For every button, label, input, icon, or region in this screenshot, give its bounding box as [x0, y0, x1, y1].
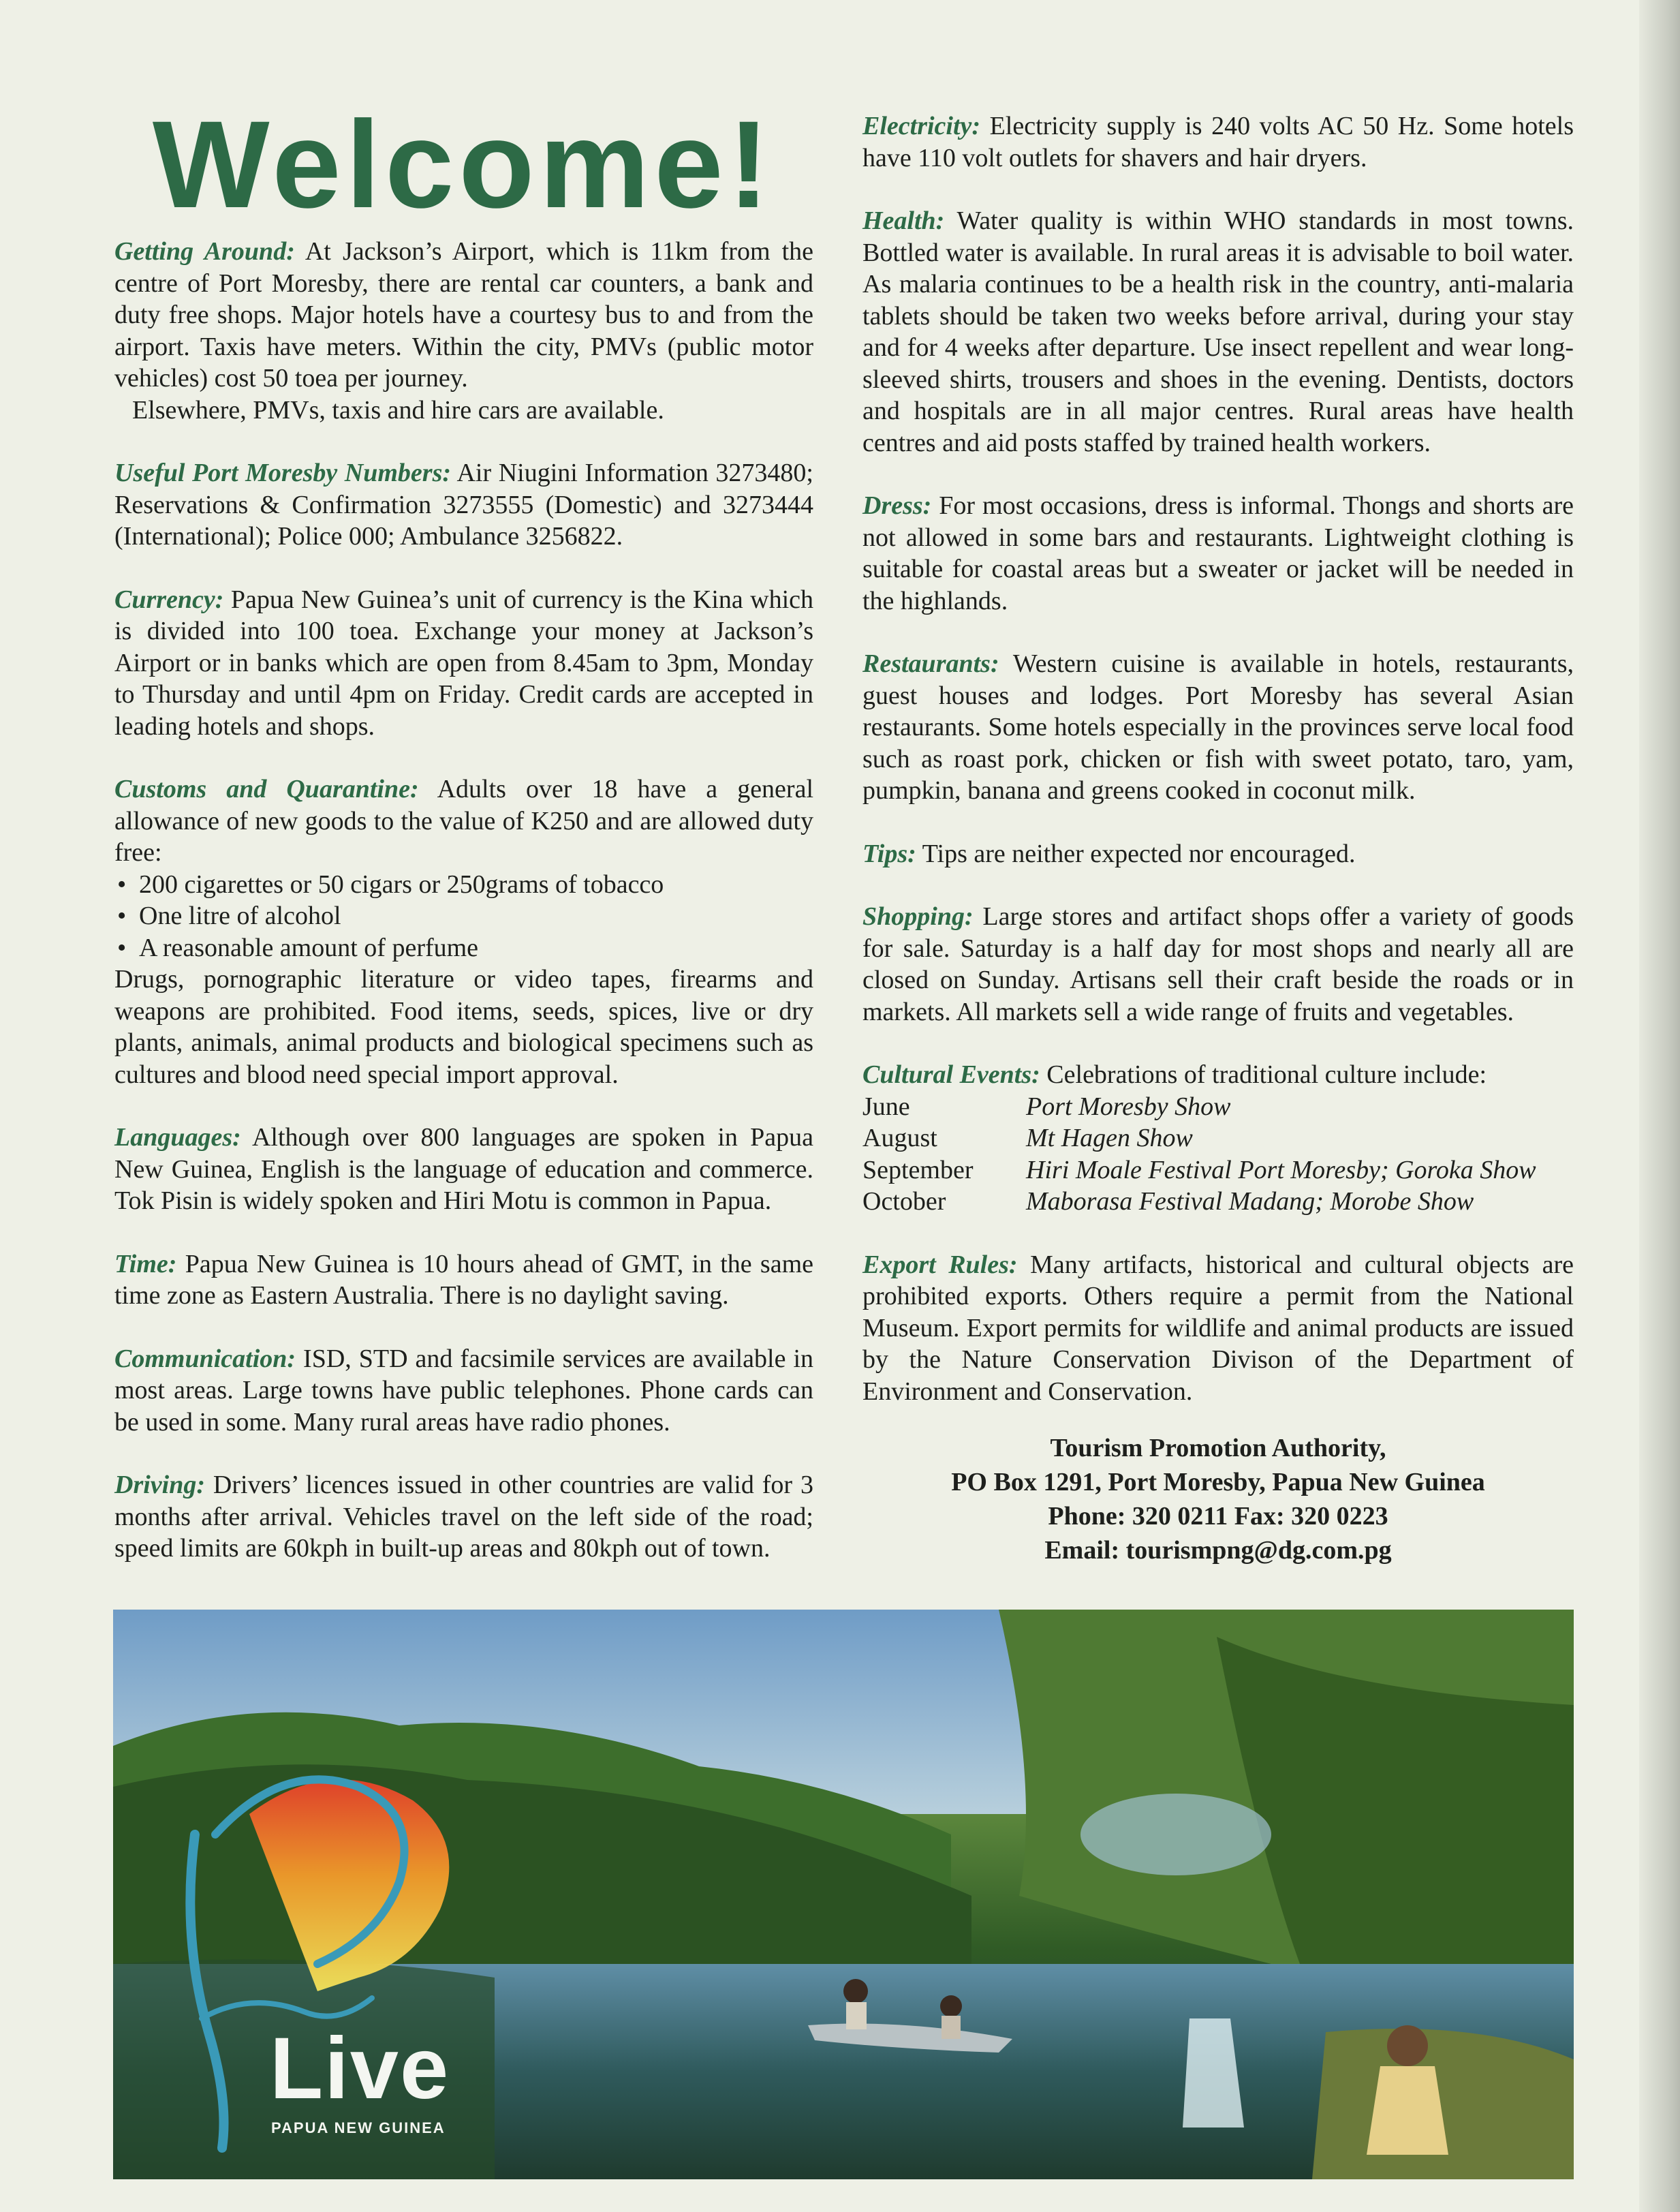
table-row — [862, 1091, 1536, 1123]
contact-email: Email: tourismpng@dg.com.pg — [1044, 1536, 1392, 1565]
table-row — [862, 1122, 1536, 1154]
text-electricity: Electricity supply is 240 volts AC 50 Hz. Some hotels have 110 volt outlets for shavers and hair dryers. — [862, 112, 1574, 172]
section-electricity — [862, 110, 1574, 174]
heading-languages: Languages: — [114, 1123, 241, 1152]
list-item: • One litre of alcohol — [114, 900, 813, 932]
section-getting-around — [114, 236, 813, 426]
text-currency: Papua New Guinea’s unit of currency is the Kina which is divided into 100 toea. Exchange your money at Jackson’s Airport or in banks which are open from 8.45am to 3pm, Monday to Thursday and until 4pm on Friday. Credit cards are accepted in leading hotels and shops. — [114, 585, 814, 741]
river-photo — [113, 1610, 1574, 2179]
heading-communication: Communication: — [114, 1344, 296, 1373]
section-languages — [114, 1122, 813, 1217]
contact-phone-fax: Phone: 320 0211 Fax: 320 0223 — [1048, 1502, 1388, 1531]
event-month: June — [862, 1092, 910, 1121]
list-item: • 200 cigarettes or 50 cigars or 250grams of tobacco — [114, 869, 813, 901]
heading-shopping: Shopping: — [862, 902, 974, 931]
section-time — [114, 1248, 813, 1312]
heading-customs: Customs and Quarantine: — [114, 775, 419, 803]
page-title: Welcome! — [152, 95, 775, 234]
text-export-rules: Many artifacts, historical and cultural objects are prohibited exports. Others require a permit from the National Museum. Export permits for wildlife and animal products are issued by the Nature Conservation Divison of the Department of Environment and Conservation. — [862, 1250, 1574, 1406]
text-customs-2: Drugs, pornographic literature or video tapes, firearms and weapons are prohibited. Food items, seeds, spices, live or dry plants, animals, animal products and biological specimens such as cultures and blood need special import approval. — [114, 965, 813, 1089]
section-cultural-events — [862, 1059, 1574, 1218]
table-row — [862, 1186, 1536, 1218]
heading-electricity: Electricity: — [862, 112, 981, 140]
section-tips — [862, 838, 1574, 870]
text-communication: ISD, STD and facsimile services are available in most areas. Large towns have public telephones. Phone cards can be used in some. Many rural areas have radio phones. — [114, 1344, 814, 1437]
heading-dress: Dress: — [862, 491, 932, 520]
section-communication — [114, 1343, 813, 1439]
text-tips: Tips are neither expected nor encouraged. — [922, 839, 1356, 868]
section-shopping — [862, 901, 1574, 1028]
text-health: Water quality is within WHO standards in most towns. Bottled water is available. In rural areas it is advisable to boil water. As malaria continues to be a health risk in the country, anti-malaria tablets should be taken two weeks before arrival, during your stay and for 4 weeks after departure. Use insect repellent and wear long-sleeved shirts, trousers and shoes in the evening. Dentists, doctors and hospitals are in all major centres. Rural areas have health centres and aid posts staffed by trained health workers. — [862, 206, 1574, 457]
event-name: Port Moresby Show — [1026, 1092, 1231, 1121]
section-restaurants — [862, 648, 1574, 807]
heading-driving: Driving: — [114, 1471, 205, 1499]
section-useful-numbers — [114, 457, 813, 553]
section-dress — [862, 490, 1574, 617]
text-getting-around-2: Elsewhere, PMVs, taxis and hire cars are available. — [132, 395, 664, 425]
list-item: • A reasonable amount of perfume — [114, 932, 813, 964]
event-month: October — [862, 1187, 946, 1216]
heading-time: Time: — [114, 1249, 177, 1278]
left-column — [114, 236, 813, 1596]
table-row — [862, 1154, 1536, 1186]
section-currency — [114, 584, 813, 743]
events-table — [862, 1091, 1536, 1218]
heading-useful-numbers: Useful Port Moresby Numbers: — [114, 459, 452, 487]
section-driving — [114, 1469, 813, 1565]
section-health — [862, 205, 1574, 459]
event-name: Mt Hagen Show — [1026, 1124, 1193, 1152]
contact-organisation: Tourism Promotion Authority, — [1050, 1434, 1386, 1462]
contact-block — [862, 1431, 1574, 1567]
heading-getting-around: Getting Around: — [114, 237, 295, 266]
heading-currency: Currency: — [114, 585, 224, 614]
event-month: September — [862, 1155, 974, 1184]
heading-export-rules: Export Rules: — [862, 1250, 1018, 1279]
text-restaurants: Western cuisine is available in hotels, restaurants, guest houses and lodges. Port Moresby has several Asian restaurants. Some hotels especially in the provinces serve local food such as roast pork, chicken or fish with sweet potato, taro, yam, pumpkin, banana and greens cooked in coconut milk. — [862, 649, 1574, 805]
text-shopping: Large stores and artifact shops offer a variety of goods for sale. Saturday is a half day for most shops and nearly all are closed on Sunday. Artisans sell their craft beside the roads or in markets. All markets sell a wide range of fruits and vegetables. — [862, 902, 1574, 1026]
heading-health: Health: — [862, 206, 945, 235]
logo-live-text: Live — [270, 2020, 450, 2117]
text-dress: For most occasions, dress is informal. Thongs and shorts are not allowed in some bars and restaurants. Lightweight clothing is suitable for coastal areas but a sweater or jacket will be needed in the highlands. — [862, 491, 1574, 615]
text-customs: Adults over 18 have a general allowance of new goods to the value of K250 and are allowed duty free: — [114, 775, 813, 867]
text-cultural-events: Celebrations of traditional culture include: — [1046, 1060, 1487, 1089]
event-month: August — [862, 1124, 937, 1152]
text-languages: Although over 800 languages are spoken in Papua New Guinea, English is the language of education and commerce. Tok Pisin is widely spoken and Hiri Motu is common in Papua. — [114, 1123, 813, 1215]
text-useful-numbers: Air Niugini Information 3273480; Reservations & Confirmation 3273555 (Domestic) and 3273444 (International); Police 000; Ambulance 3256822. — [114, 459, 813, 551]
customs-bullet-list — [114, 869, 813, 964]
event-name: Maborasa Festival Madang; Morobe Show — [1026, 1187, 1474, 1216]
heading-tips: Tips: — [862, 839, 916, 868]
right-column — [862, 110, 1574, 1439]
text-getting-around: At Jackson’s Airport, which is 11km from the centre of Port Moresby, there are rental car counters, a bank and duty free shops. Major hotels have a courtesy bus to and from the airport. Taxis have meters. Within the city, PMVs (public motor vehicles) cost 50 toea per journey. — [114, 237, 814, 393]
heading-cultural-events: Cultural Events: — [862, 1060, 1040, 1089]
text-driving: Drivers’ licences issued in other countries are valid for 3 months after arrival. Vehicles travel on the left side of the road; speed limits are 60kph in built-up areas and 80kph out of town. — [114, 1471, 813, 1563]
logo-country-text: PAPUA NEW GUINEA — [271, 2119, 446, 2136]
page-edge-shadow — [1639, 0, 1680, 2212]
contact-address: PO Box 1291, Port Moresby, Papua New Guinea — [951, 1468, 1485, 1496]
heading-restaurants: Restaurants: — [862, 649, 999, 678]
section-export-rules — [862, 1249, 1574, 1408]
event-name: Hiri Moale Festival Port Moresby; Goroka Show — [1026, 1155, 1536, 1184]
text-time: Papua New Guinea is 10 hours ahead of GMT, in the same time zone as Eastern Australia. There is no daylight saving. — [114, 1249, 813, 1310]
section-customs — [114, 773, 813, 1090]
